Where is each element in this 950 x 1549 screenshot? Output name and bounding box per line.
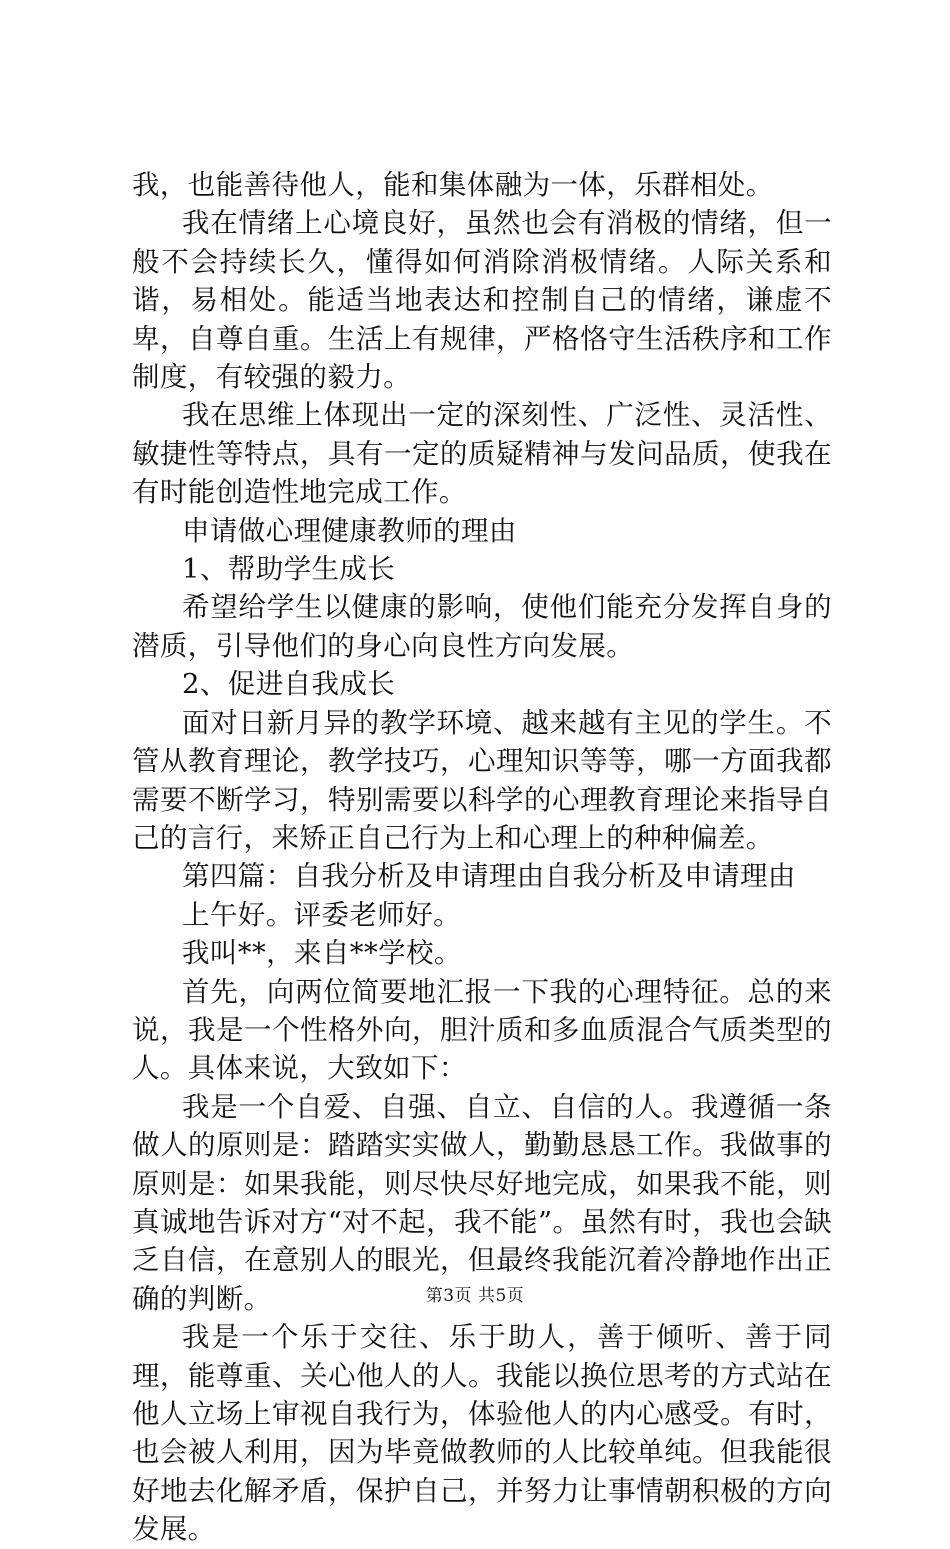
chapter-heading: 第四篇：自我分析及申请理由自我分析及申请理由 <box>182 860 796 893</box>
paragraph: 我是一个乐于交往、乐于助人，善于倾听、善于同理，能尊重、关心他人的人。我能以换位思考的方式站在他人立场上审视自我行为，体验他人的内心感受。有时，也会被人利用，因为毕竟做教师的人比较单纯。但我能很好地去化解矛盾，保护自己，并努力让事情朝积极的方向发展。 <box>132 1321 832 1546</box>
document-body <box>132 166 832 1549</box>
section-heading: 申请做心理健康教师的理由 <box>182 514 517 547</box>
list-item-heading: 1、帮助学生成长 <box>182 553 396 586</box>
list-item-heading: 2、促进自我成长 <box>182 668 396 701</box>
paragraph: 上午好。评委老师好。 <box>182 898 461 931</box>
paragraph: 首先，向两位简要地汇报一下我的心理特征。总的来说，我是一个性格外向，胆汁质和多血质混合气质类型的人。具体来说，大致如下： <box>132 975 832 1085</box>
page-number-footer: 第3页 共5页 <box>425 1286 525 1306</box>
paragraph: 面对日新月异的教学环境、越来越有主见的学生。不管从教育理论，教学技巧，心理知识等等，哪一方面我都需要不断学习，特别需要以科学的心理教育理论来指导自己的言行，来矫正自己行为上和心理上的种种偏差。 <box>132 706 832 854</box>
paragraph: 我是一个自爱、自强、自立、自信的人。我遵循一条做人的原则是：踏踏实实做人，勤勤恳恳工作。我做事的原则是：如果我能，则尽快尽好地完成，如果我不能，则真诚地告诉对方“对不起，我不能”。虽然有时，我也会缺乏自信，在意别人的眼光，但最终我能沉着冷静地作出正确的判断。 <box>132 1090 832 1315</box>
paragraph: 我，也能善待他人，能和集体融为一体，乐群相处。 <box>132 169 774 201</box>
paragraph: 我在思维上体现出一定的深刻性、广泛性、灵活性、敏捷性等特点，具有一定的质疑精神与发问品质，使我在有时能创造性地完成工作。 <box>132 399 832 509</box>
paragraph: 我在情绪上心境良好，虽然也会有消极的情绪，但一般不会持续长久，懂得如何消除消极情绪。人际关系和谐，易相处。能适当地表达和控制自己的情绪，谦虚不卑，自尊自重。生活上有规律，严格恪守生活秩序和工作制度，有较强的毅力。 <box>132 207 832 394</box>
paragraph: 希望给学生以健康的影响，使他们能充分发挥自身的潜质，引导他们的身心向良性方向发展。 <box>132 591 832 662</box>
paragraph: 我叫**，来自**学校。 <box>182 937 462 970</box>
